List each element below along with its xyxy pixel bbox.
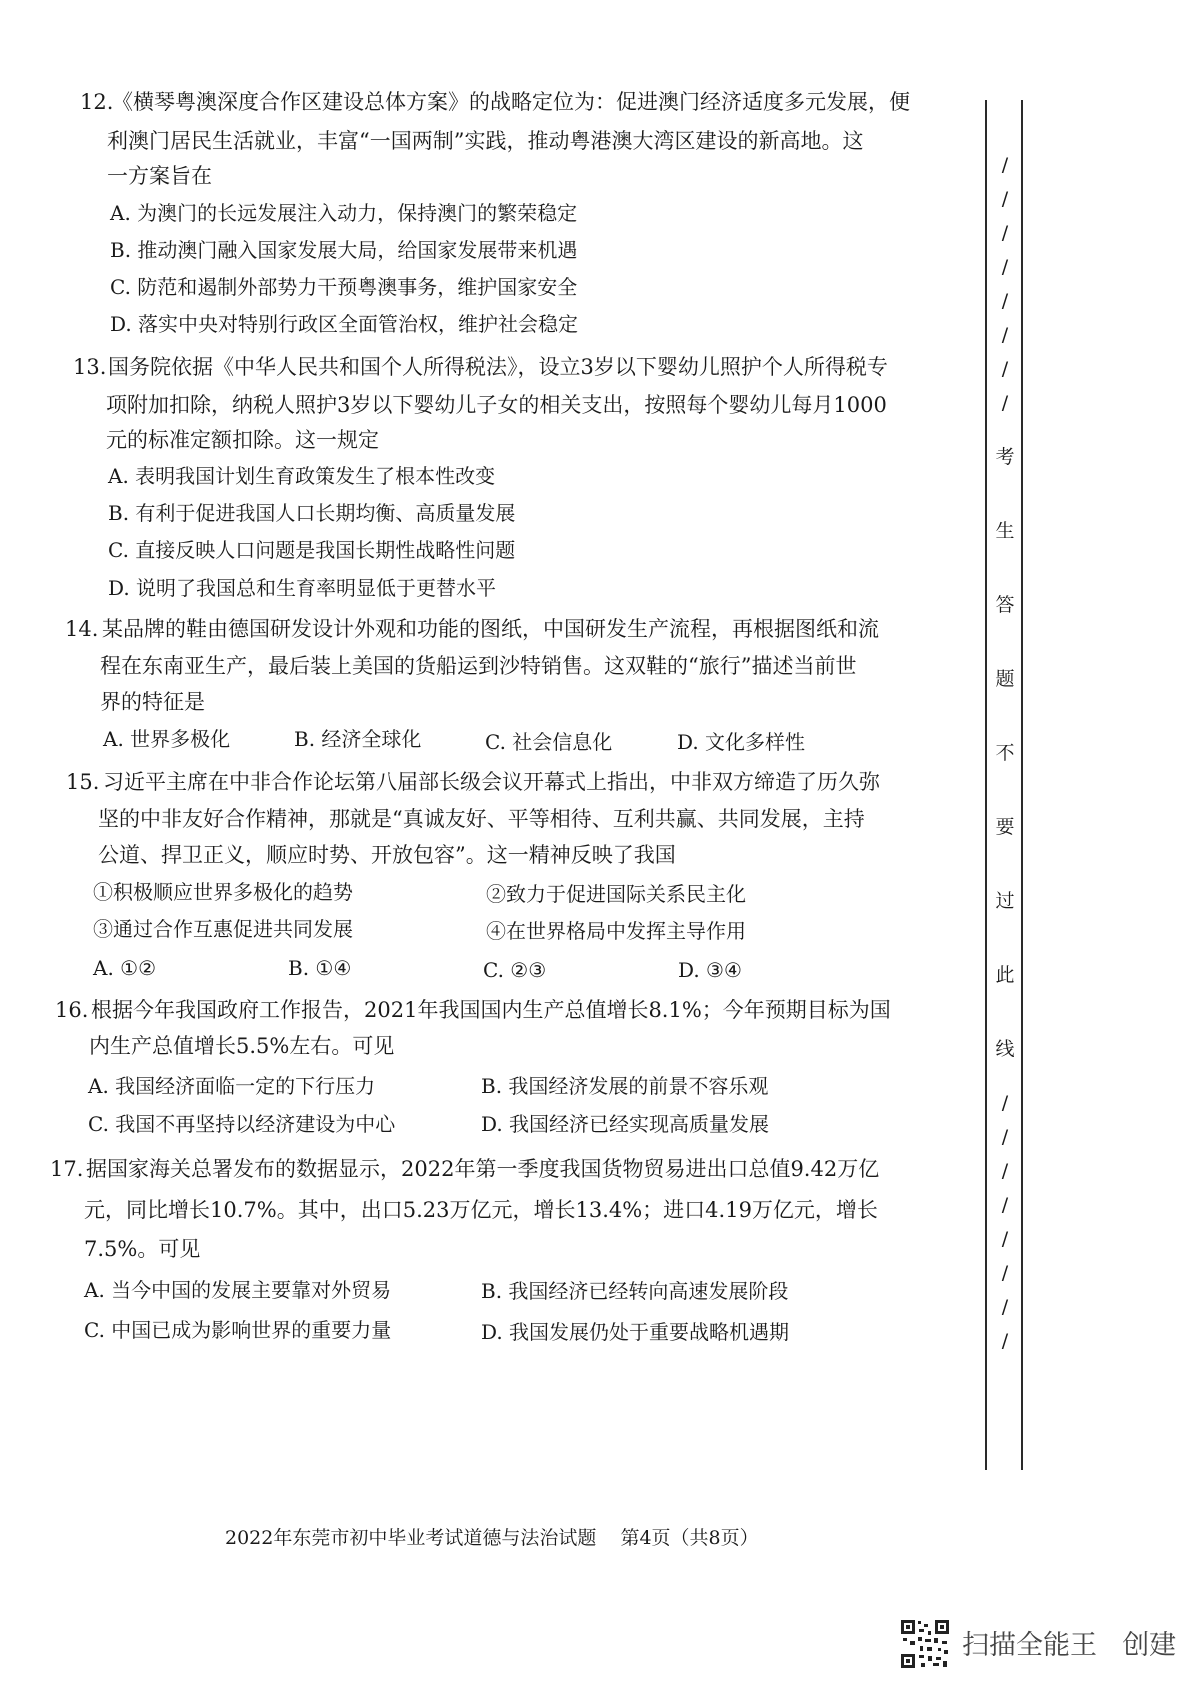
scanner-action: 创建 xyxy=(1122,1630,1177,1661)
binding-strip-text xyxy=(990,148,1020,1358)
option-c: C. 防范和遏制外部势力干预粤澳事务，维护国家安全 xyxy=(110,275,578,299)
binding-line-left xyxy=(985,100,987,1470)
slash-mark: / xyxy=(1001,154,1009,176)
option-c: C. 直接反映人口问题是我国长期性战略性问题 xyxy=(108,538,516,562)
option-a: A. 为澳门的长远发展注入动力，保持澳门的繁荣稳定 xyxy=(110,201,578,225)
option-a: A. 我国经济面临一定的下行压力 xyxy=(88,1074,376,1098)
slash-mark: / xyxy=(1001,222,1009,244)
question-stem-line: 根据今年我国政府工作报告，2021年我国国内生产总值增长8.1%；今年预期目标为国 xyxy=(91,998,891,1022)
slash-mark: / xyxy=(1001,324,1009,346)
option-b: B. 经济全球化 xyxy=(294,727,422,751)
question-stem-line: 内生产总值增长5.5%左右。可见 xyxy=(89,1034,395,1058)
option-b: B. 我国经济发展的前景不容乐观 xyxy=(481,1074,769,1098)
question-stem-line: 国务院依据《中华人民共和国个人所得税法》，设立3岁以下婴幼儿照护个人所得税专 xyxy=(108,355,888,379)
slash-mark: / xyxy=(1001,1296,1009,1318)
slash-mark: / xyxy=(1001,1126,1009,1148)
slash-mark: / xyxy=(1001,1092,1009,1114)
slash-mark: / xyxy=(1001,392,1009,414)
slash-mark: / xyxy=(1001,358,1009,380)
question-number: 16. xyxy=(55,998,89,1022)
option-c: C. 社会信息化 xyxy=(485,730,613,754)
scanner-app-name: 扫描全能王 xyxy=(962,1630,1097,1661)
option-d: D. 我国发展仍处于重要战略机遇期 xyxy=(481,1320,790,1344)
question-stem-line: 某品牌的鞋由德国研发设计外观和功能的图纸，中国研发生产流程，再根据图纸和流 xyxy=(102,617,879,641)
exam-title: 2022年东莞市初中毕业考试道德与法治试题 xyxy=(225,1527,597,1549)
question-stem-line: 项附加扣除，纳税人照护3岁以下婴幼儿子女的相关支出，按照每个婴幼儿每月1000 xyxy=(106,393,887,417)
question-number: 13. xyxy=(73,355,107,379)
statement-1: ①积极顺应世界多极化的趋势 xyxy=(93,880,353,904)
binding-char: 答 xyxy=(995,594,1015,616)
option-d: D. 说明了我国总和生育率明显低于更替水平 xyxy=(108,576,497,600)
option-b: B. ①④ xyxy=(288,956,352,980)
binding-char: 不 xyxy=(995,742,1015,764)
slash-mark: / xyxy=(1001,1228,1009,1250)
option-d: D. ③④ xyxy=(678,958,742,982)
question-number: 17. xyxy=(50,1157,84,1181)
statement-3: ③通过合作互惠促进共同发展 xyxy=(93,917,353,941)
question-stem-line: 程在东南亚生产，最后装上美国的货船运到沙特销售。这双鞋的“旅行”描述当前世 xyxy=(100,654,857,678)
page-footer xyxy=(225,1523,759,1550)
binding-char: 考 xyxy=(995,446,1015,468)
question-stem-line: 界的特征是 xyxy=(100,690,205,714)
statement-4: ④在世界格局中发挥主导作用 xyxy=(486,919,746,943)
question-stem-line: 一方案旨在 xyxy=(107,164,212,188)
option-b: B. 有利于促进我国人口长期均衡、高质量发展 xyxy=(108,501,516,525)
scanner-watermark xyxy=(962,1623,1176,1662)
option-c: C. ②③ xyxy=(483,958,547,982)
binding-char: 此 xyxy=(995,964,1015,986)
slash-mark: / xyxy=(1001,188,1009,210)
question-stem-line: 坚的中非友好合作精神，那就是“真诚友好、平等相待、互利共赢、共同发展，主持 xyxy=(98,807,865,831)
slash-mark: / xyxy=(1001,290,1009,312)
slash-mark: / xyxy=(1001,1160,1009,1182)
question-stem-line: 7.5%。可见 xyxy=(84,1237,201,1261)
binding-char: 生 xyxy=(995,520,1015,542)
slash-mark: / xyxy=(1001,1194,1009,1216)
question-stem-line: 元的标准定额扣除。这一规定 xyxy=(106,428,379,452)
qr-code-icon xyxy=(900,1619,950,1669)
option-a: A. 表明我国计划生育政策发生了根本性改变 xyxy=(108,464,496,488)
question-stem-line: 元，同比增长10.7%。其中，出口5.23万亿元，增长13.4%；进口4.19万亿元，增长 xyxy=(84,1198,878,1222)
option-c: C. 中国已成为影响世界的重要力量 xyxy=(84,1318,392,1342)
binding-char: 题 xyxy=(995,668,1015,690)
option-c: C. 我国不再坚持以经济建设为中心 xyxy=(88,1112,396,1136)
slash-mark: / xyxy=(1001,256,1009,278)
statement-2: ②致力于促进国际关系民主化 xyxy=(486,882,746,906)
question-stem-line: 《横琴粤澳深度合作区建设总体方案》的战略定位为：促进澳门经济适度多元发展，便 xyxy=(112,90,910,114)
option-a: A. 当今中国的发展主要靠对外贸易 xyxy=(84,1278,392,1302)
question-number: 15. xyxy=(66,770,100,794)
slash-mark: / xyxy=(1001,1330,1009,1352)
question-stem-line: 习近平主席在中非合作论坛第八届部长级会议开幕式上指出，中非双方缔造了历久弥 xyxy=(103,770,880,794)
option-b: B. 推动澳门融入国家发展大局，给国家发展带来机遇 xyxy=(110,238,578,262)
question-number: 14. xyxy=(65,617,99,641)
binding-char: 过 xyxy=(995,890,1015,912)
option-b: B. 我国经济已经转向高速发展阶段 xyxy=(481,1279,789,1303)
question-stem-line: 公道、捍卫正义，顺应时势、开放包容”。这一精神反映了我国 xyxy=(98,843,676,867)
option-a: A. ①② xyxy=(93,956,157,980)
binding-char: 要 xyxy=(995,816,1015,838)
page-info: 第4页（共8页） xyxy=(620,1527,759,1549)
question-stem-line: 利澳门居民生活就业，丰富“一国两制”实践，推动粤港澳大湾区建设的新高地。这 xyxy=(107,129,864,153)
option-d: D. 文化多样性 xyxy=(677,730,806,754)
option-d: D. 我国经济已经实现高质量发展 xyxy=(481,1112,770,1136)
slash-mark: / xyxy=(1001,1262,1009,1284)
binding-line-right xyxy=(1021,100,1023,1470)
question-number: 12. xyxy=(80,90,114,114)
binding-char: 线 xyxy=(995,1038,1015,1060)
option-a: A. 世界多极化 xyxy=(103,727,231,751)
option-d: D. 落实中央对特别行政区全面管治权，维护社会稳定 xyxy=(110,312,579,336)
question-stem-line: 据国家海关总署发布的数据显示，2022年第一季度我国货物贸易进出口总值9.42万亿 xyxy=(86,1157,880,1181)
